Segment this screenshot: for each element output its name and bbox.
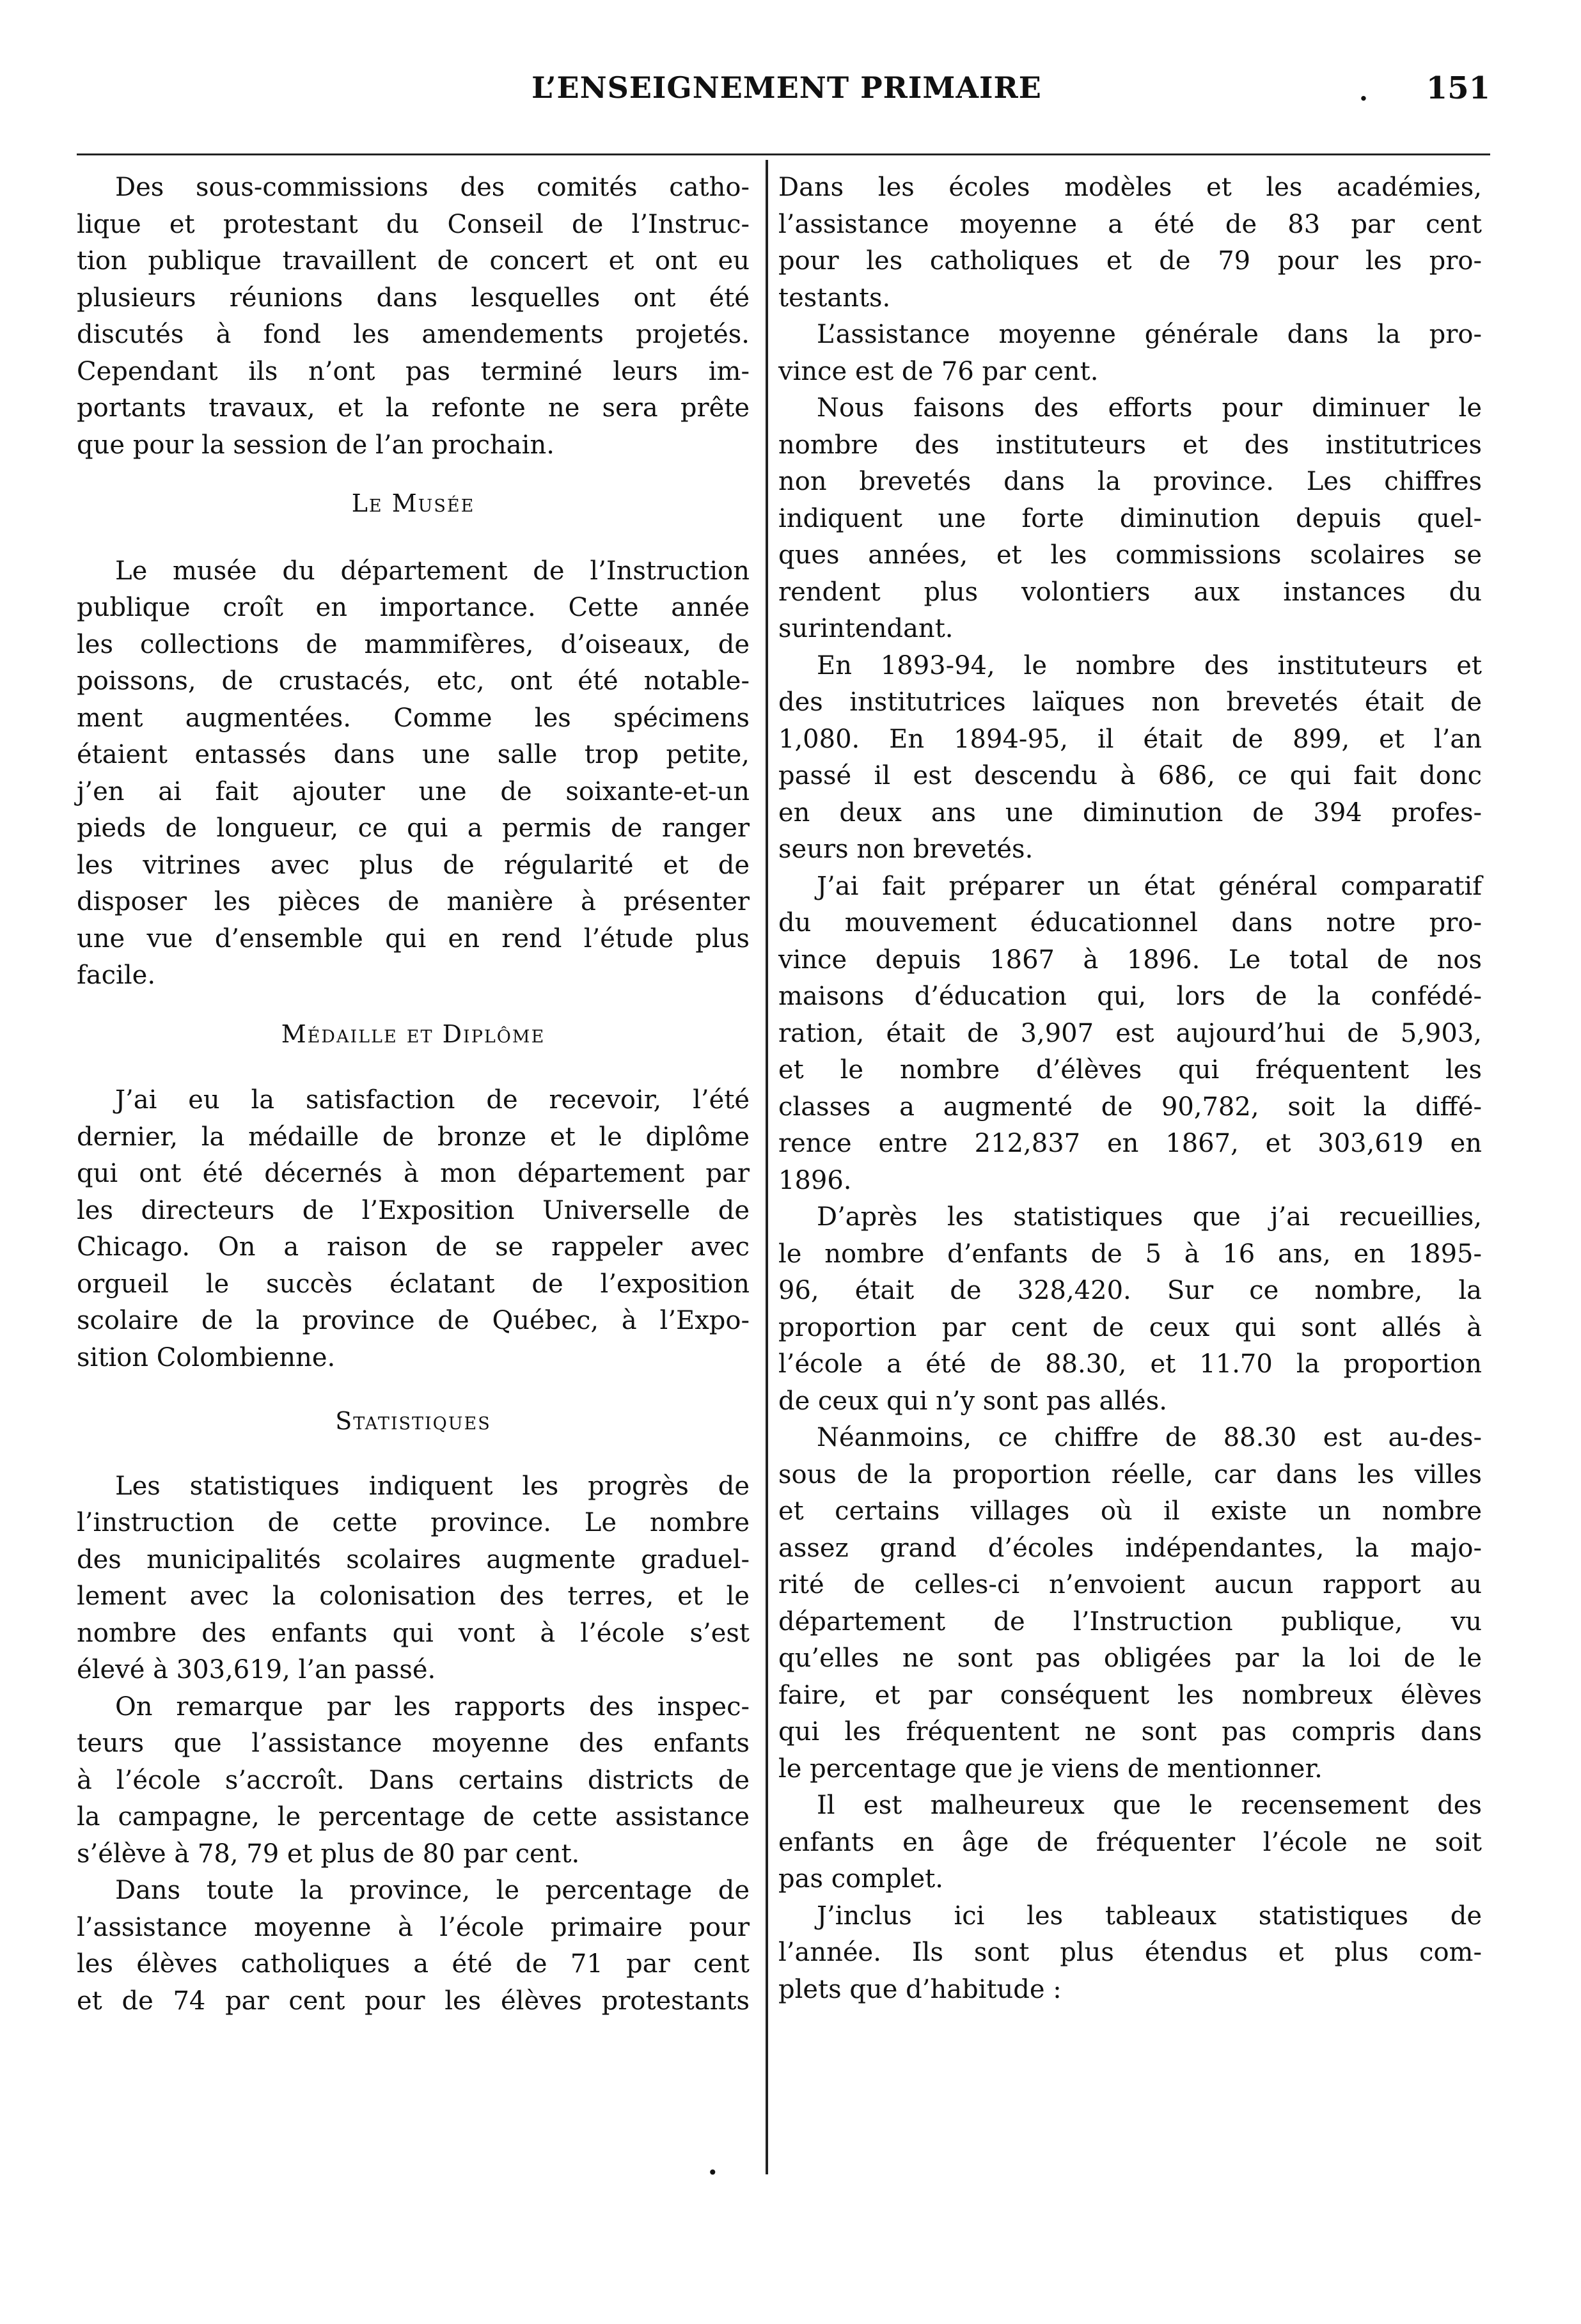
- text-line: classes a augmenté de 90,782, soit la diffé-: [778, 1092, 1482, 1122]
- text-line: rendent plus volontiers aux instances du: [778, 577, 1482, 607]
- column-divider: [766, 160, 768, 2174]
- text-line: poissons, de crustacés, etc, ont été notable-: [77, 666, 750, 696]
- text-line: les directeurs de l’Exposition Universelle de: [77, 1195, 750, 1225]
- paragraph-medaille: [77, 1082, 750, 1376]
- text-line: Il est malheureux que le recensement des: [817, 1791, 1482, 1820]
- text-line: Nous faisons des efforts pour diminuer le: [817, 393, 1482, 423]
- heading-le-musee: Le Musée: [351, 489, 475, 517]
- text-line: publique croît en importance. Cette année: [77, 593, 750, 622]
- text-line: et de 74 par cent pour les élèves protestants: [77, 1986, 750, 2016]
- text-line: seurs non brevetés.: [778, 835, 1034, 864]
- text-line: plusieurs réunions dans lesquelles ont été: [77, 283, 750, 313]
- text-line: assez grand d’écoles indépendantes, la majo-: [778, 1533, 1482, 1563]
- text-line: J’inclus ici les tableaux statistiques de: [817, 1901, 1482, 1931]
- text-line: pour les catholiques et de 79 pour les pro-: [778, 246, 1482, 276]
- text-line: pas complet.: [778, 1864, 943, 1894]
- heading-medaille-diplome: Médaille et Diplôme: [281, 1019, 546, 1048]
- paragraph-statistiques-progres: [77, 1468, 750, 1689]
- text-line: plets que d’habitude :: [778, 1974, 1062, 2004]
- text-line: 96, était de 328,420. Sur ce nombre, la: [778, 1276, 1482, 1305]
- paragraph-instituteurs-brevetes: [778, 390, 1482, 648]
- text-line: le nombre d’enfants de 5 à 16 ans, en 1895-: [778, 1239, 1482, 1269]
- text-line: l’assistance moyenne a été de 83 par cent: [778, 209, 1482, 239]
- text-line: J’ai fait préparer un état général comparatif: [817, 871, 1482, 901]
- text-line: une vue d’ensemble qui en rend l’étude plus: [77, 923, 750, 954]
- header-rule: [77, 153, 1490, 155]
- text-line: en deux ans une diminution de 394 profes-: [778, 797, 1482, 828]
- text-line: la campagne, le percentage de cette assistance: [77, 1802, 750, 1832]
- paragraph-1893-94: [778, 648, 1482, 868]
- text-line: vince depuis 1867 à 1896. Le total de nos: [778, 945, 1482, 975]
- text-line: l’assistance moyenne à l’école primaire pour: [77, 1912, 750, 1942]
- text-line: élevé à 303,619, l’an passé.: [77, 1655, 436, 1684]
- text-line: indiquent une forte diminution depuis quel-: [778, 503, 1482, 533]
- text-line: Chicago. On a raison de se rappeler avec: [77, 1232, 750, 1262]
- text-line: facile.: [77, 961, 156, 990]
- text-line: L’assistance moyenne générale dans la pro-: [817, 320, 1482, 349]
- paragraph-musee: [77, 553, 750, 994]
- paragraph-tableaux-statistiques: [778, 1898, 1482, 2009]
- text-line: disposer les pièces de manière à présenter: [77, 887, 750, 916]
- text-line: s’élève à 78, 79 et plus de 80 par cent.: [77, 1839, 580, 1869]
- text-line: et certains villages où il existe un nombre: [778, 1496, 1482, 1526]
- text-line: qu’elles ne sont pas obligées par la loi de le: [778, 1644, 1482, 1673]
- text-line: On remarque par les rapports des inspec-: [115, 1692, 750, 1722]
- text-line: dernier, la médaille de bronze et le diplôme: [77, 1122, 750, 1152]
- paragraph-neanmoins: [778, 1420, 1482, 1787]
- text-line: les élèves catholiques a été de 71 par cent: [77, 1949, 750, 1979]
- text-line: Néanmoins, ce chiffre de 88.30 est au-des-: [817, 1423, 1482, 1452]
- text-line: enfants en âge de fréquenter l’école ne soit: [778, 1827, 1482, 1857]
- paragraph-sous-commissions: [77, 169, 750, 464]
- paragraph-recensement: [778, 1787, 1482, 1898]
- text-line: l’instruction de cette province. Le nombre: [77, 1508, 750, 1537]
- text-line: faire, et par conséquent les nombreux élèves: [778, 1680, 1482, 1710]
- text-line: rité de celles-ci n’envoient aucun rapport au: [778, 1570, 1482, 1599]
- text-line: Le musée du département de l’Instruction: [115, 556, 750, 586]
- text-line: ration, était de 3,907 est aujourd’hui de 5,903,: [778, 1018, 1482, 1048]
- text-line: des municipalités scolaires augmente graduel-: [77, 1544, 750, 1574]
- text-line: Dans les écoles modèles et les académies,: [778, 173, 1482, 202]
- text-line: ment augmentées. Comme les spécimens: [77, 703, 750, 733]
- text-line: nombre des enfants qui vont à l’école s’est: [77, 1618, 750, 1648]
- text-line: de ceux qui n’y sont pas allés.: [778, 1386, 1167, 1416]
- paragraph-assistance-generale: [778, 317, 1482, 390]
- text-line: discutés à fond les amendements projetés.: [77, 320, 750, 349]
- text-line: lique et protestant du Conseil de l’Instruc-: [77, 209, 750, 239]
- text-line: les collections de mammifères, d’oiseaux, de: [77, 629, 750, 659]
- text-line: le percentage que je viens de mentionner.: [778, 1754, 1323, 1784]
- text-line: qui ont été décernés à mon département par: [77, 1159, 750, 1188]
- page-number: 151: [1426, 70, 1490, 106]
- running-title: L’ENSEIGNEMENT PRIMAIRE: [531, 70, 1042, 105]
- text-line: D’après les statistiques que j’ai recueillies,: [817, 1202, 1482, 1232]
- text-line: maisons d’éducation qui, lors de la confédé-: [778, 982, 1482, 1011]
- text-line: tion publique travaillent de concert et ont eu: [77, 246, 750, 276]
- heading-statistiques: Statistiques: [335, 1407, 491, 1435]
- text-line: En 1893-94, le nombre des instituteurs et: [817, 650, 1482, 680]
- text-line: surintendant.: [778, 614, 954, 643]
- text-line: proportion par cent de ceux qui sont allés à: [778, 1312, 1482, 1342]
- text-line: testants.: [778, 283, 891, 313]
- text-line: 1896.: [778, 1165, 852, 1195]
- text-line: ques années, et les commissions scolaires se: [778, 540, 1482, 570]
- text-line: J’ai eu la satisfaction de recevoir, l’été: [115, 1085, 750, 1115]
- text-line: Dans toute la province, le percentage de: [115, 1876, 750, 1905]
- running-header: [83, 70, 1490, 122]
- text-line: teurs que l’assistance moyenne des enfants: [77, 1729, 750, 1758]
- text-line: département de l’Instruction publique, vu: [778, 1606, 1482, 1637]
- text-line: nombre des instituteurs et des institutrices: [778, 430, 1482, 460]
- text-line: passé il est descendu à 686, ce qui fait donc: [778, 761, 1482, 790]
- text-line: Des sous-commissions des comités catho-: [115, 173, 750, 202]
- text-line: rence entre 212,837 en 1867, et 303,619 en: [778, 1129, 1482, 1158]
- paragraph-statistiques-province: [77, 1873, 750, 2020]
- text-line: étaient entassés dans une salle trop petite,: [77, 740, 750, 769]
- header-dot: .: [1359, 77, 1368, 107]
- text-line: et le nombre d’élèves qui fréquentent les: [778, 1055, 1482, 1085]
- text-line: Cependant ils n’ont pas terminé leurs im-: [77, 356, 750, 386]
- text-line: que pour la session de l’an prochain.: [77, 430, 555, 460]
- text-line: 1,080. En 1894-95, il était de 899, et l’an: [778, 724, 1482, 754]
- paragraph-statistiques-assistance: [77, 1689, 750, 1873]
- paragraph-enfants-5-16-ans: [778, 1199, 1482, 1420]
- text-line: sition Colombienne.: [77, 1342, 336, 1372]
- text-line: sous de la proportion réelle, car dans les villes: [778, 1459, 1482, 1489]
- paragraph-etat-comparatif: [778, 868, 1482, 1200]
- text-line: du mouvement éducationnel dans notre pro-: [778, 908, 1482, 938]
- text-line: l’école a été de 88.30, et 11.70 la proportion: [778, 1349, 1482, 1379]
- text-line: les vitrines avec plus de régularité et de: [77, 850, 750, 880]
- left-column: [77, 169, 750, 2020]
- paragraph-ecoles-modeles: [778, 169, 1482, 317]
- text-line: lement avec la colonisation des terres, et le: [77, 1582, 750, 1611]
- text-line: orgueil le succès éclatant de l’exposition: [77, 1269, 750, 1299]
- footer-mark: •: [707, 2162, 718, 2183]
- text-line: non brevetés dans la province. Les chiffres: [778, 467, 1482, 496]
- text-line: scolaire de la province de Québec, à l’Expo-: [77, 1306, 750, 1335]
- text-line: vince est de 76 par cent.: [778, 356, 1099, 386]
- text-line: j’en ai fait ajouter une de soixante-et-un: [77, 776, 750, 806]
- text-line: des institutrices laïques non brevetés était de: [778, 687, 1482, 717]
- text-line: qui les fréquentent ne sont pas compris dans: [778, 1717, 1482, 1747]
- text-line: l’année. Ils sont plus étendus et plus com-: [778, 1938, 1482, 1967]
- text-line: portants travaux, et la refonte ne sera prête: [77, 393, 750, 423]
- right-column: [778, 169, 1482, 2008]
- text-line: pieds de longueur, ce qui a permis de ranger: [77, 813, 750, 843]
- text-line: Les statistiques indiquent les progrès de: [115, 1471, 750, 1501]
- text-line: à l’école s’accroît. Dans certains districts de: [77, 1765, 750, 1795]
